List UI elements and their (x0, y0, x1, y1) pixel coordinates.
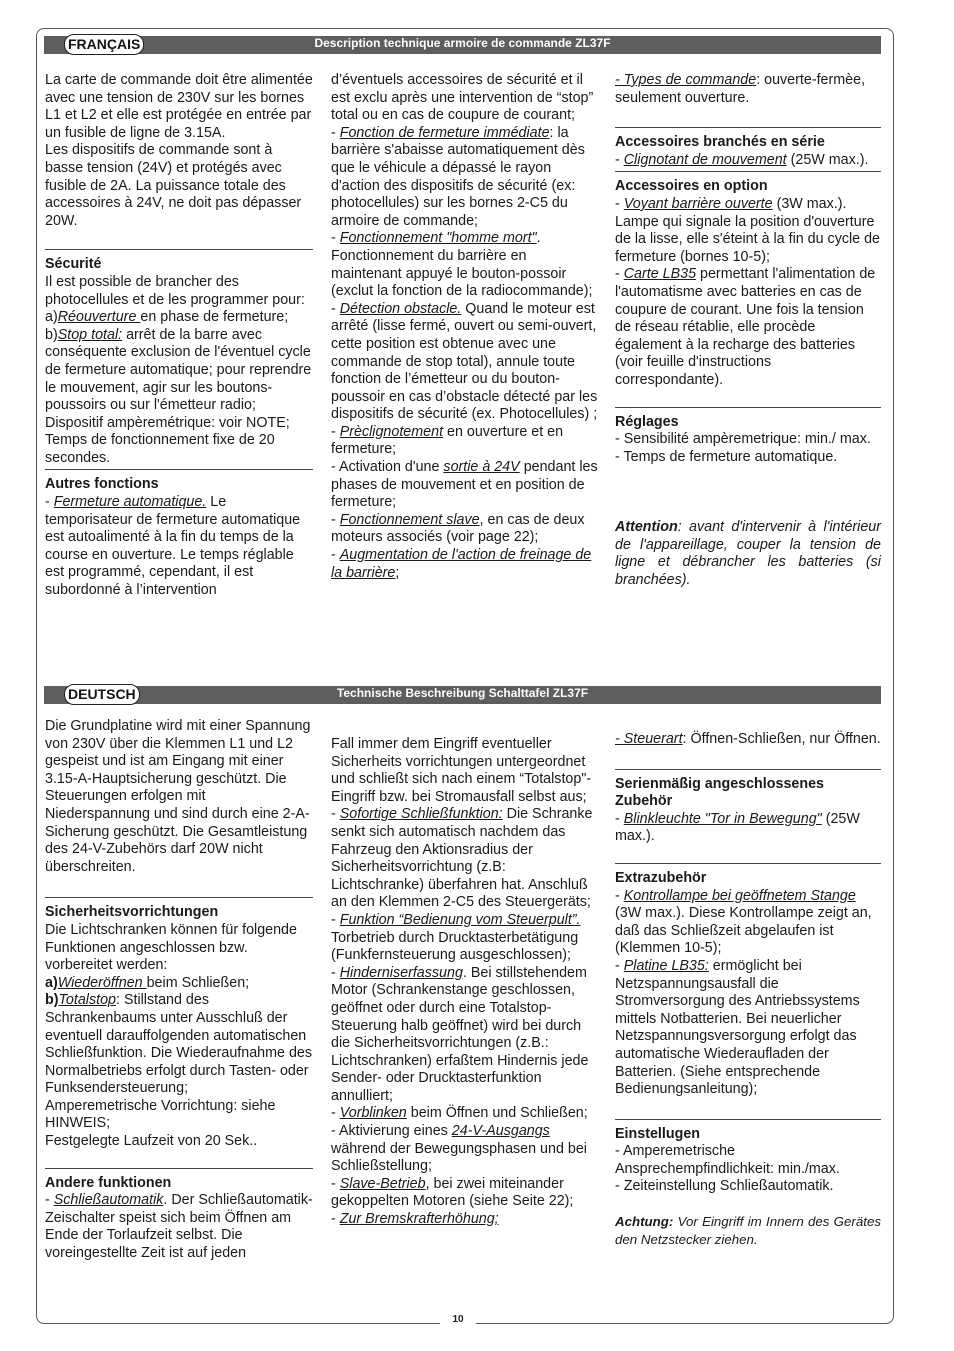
list-item: - Prèclignotement en ouverture et en fermeture; (331, 423, 564, 458)
paragraph: Dispositif ampèremétrique: voir NOTE; (45, 414, 290, 431)
term: Slave-Betrieb (339, 1175, 426, 1192)
heading-autres-fonctions: Autres fonctions (45, 476, 159, 493)
term: Clignotant de mouvement (623, 151, 787, 168)
text: Torbetrieb durch Drucktasterbetätigung (Funkfernsteuerung ausgeschlossen); (331, 929, 579, 964)
text: : Öffnen-Schließen, nur Öffnen. (682, 731, 881, 747)
list-item (45, 975, 313, 993)
term: Fonction de fermeture immédiate (339, 124, 550, 141)
paragraph: - Sensibilité ampèremetrique: min./ max. (615, 431, 871, 448)
term: Wiederöffnen (57, 974, 147, 991)
divider (45, 1168, 313, 1169)
text: (25W max.). (786, 151, 869, 168)
section-title: Description technique armoire de commande ZL37F (314, 36, 611, 50)
text: en ouverture et en fermeture; (331, 423, 564, 458)
heading-sicherheitsvorrichtungen: Sicherheitsvorrichtungen (45, 904, 219, 921)
text: (25W max.). (615, 810, 860, 845)
text: : avant d'intervenir à l'intérieur de l'appareillage, couper la tension de ligne et débrancher les batteries (si branchées). (615, 519, 881, 589)
term: Fermeture automatique. (53, 494, 207, 511)
dash: - (45, 494, 54, 511)
list-item (331, 459, 599, 512)
text: (3W max.). Lampe qui signale la position d'ouverture de la lisse, elle s'éteint à la fin du cycle de fermeture (bornes 10-5); (615, 195, 880, 265)
divider (45, 249, 313, 250)
paragraph (45, 494, 313, 600)
term: Kontrollampe bei geöffnetem Stange (623, 887, 856, 904)
achtung-label: Achtung: (615, 1214, 674, 1230)
text: arrêt de la barre avec conséquente exclusion de l'éventuel cycle de fermeture automatique; pour reprendre le mouvement, agir sur les boutons-poussoirs ou sur l'émetteur radio; (45, 326, 312, 414)
section-header-francais (44, 36, 881, 54)
paragraph: Il est possible de brancher des photocellules et de les programmer pour: (45, 273, 305, 308)
paragraph: Fall immer dem Eingriff eventueller Sicherheits vorrichtungen untergeordnet und schließt sich nach einem “Totalstop"-Eingriff bzw. bei Stromausfall selbst aus; (331, 736, 592, 805)
paragraph: Die Lichtschranken können für folgende Funktionen angeschlossen bzw. vorbereitet werden: (45, 921, 297, 974)
term: Schließautomatik (53, 1192, 164, 1209)
heading-accessoires-option: Accessoires en option (615, 178, 768, 195)
de-column-2 (331, 736, 599, 1229)
page-number: 10 (440, 1314, 476, 1325)
language-badge: DEUTSCH (64, 684, 140, 705)
text: ermöglicht bei Netzspannungsausfall die Stromversorgung des Antriebssystems mittels Notbatterien. Bei neuerlicher Netzspannungsversorgung erfolgt das automatische Wiederaufladen der Batterien. (Siehe entsprechende Bedienungsanleitung); (615, 957, 860, 1098)
term: Fonctionnement "homme mort" (339, 230, 537, 247)
attention-note (615, 519, 881, 589)
text: - Aktivierung eines (331, 1123, 452, 1140)
text: permettant l'alimentation de l'automatisme avec batteries en cas de coupure de courant. Une fois la tension de réseau rétablie, elle procède également à la recharge des batteries (voir feuille d'instructions correspondante). (615, 266, 876, 388)
term: Zur Bremskrafterhöhung; (339, 1211, 499, 1228)
list-marker: b) (45, 992, 59, 1009)
language-badge: FRANÇAIS (64, 34, 144, 55)
text: Quand le moteur est arrêté (lisse fermé, ouvert ou semi-ouvert, cette position est obtenue avec une commande de stop total), annule toute fonction de l’émetteur ou du bouton-poussoir en cas d’obstacle détecté par les dispositifs de sécurité (ex. Photocellules) ; (331, 300, 598, 423)
paragraph: d’éventuels accessoires de sécurité et il est exclu après une intervention de “stop” total ou en cas de coupure de courant; (331, 72, 594, 124)
list-item: - Slave-Betrieb, bei zwei miteinander gekoppelten Motoren (siehe Seite 22); (331, 1175, 574, 1210)
divider (45, 897, 313, 898)
paragraph: Les dispositifs de commande sont à basse tension (24V) et protégés avec fusible de 2A. La puissance totale des accessoires à 24V, ne doit pas dépasser 20W. (45, 142, 302, 229)
paragraph (615, 72, 881, 107)
term: Vorblinken (339, 1105, 407, 1122)
text: ; (395, 564, 400, 581)
term: Carte LB35 (623, 266, 697, 283)
term: Blinkleuchte "Tor in Bewegung" (623, 810, 822, 827)
term: Augmentation de l'action de freinage de la barrière (331, 547, 592, 581)
de-column-3 (615, 731, 881, 1248)
divider (615, 769, 881, 770)
section-title: Technische Beschreibung Schalttafel ZL37F (336, 686, 589, 700)
list-item: - Fonctionnement slave, en cas de deux moteurs associés (voir page 22); (331, 511, 585, 546)
heading-serienmaessig: Serienmäßig angeschlossenes Zubehör (615, 775, 824, 810)
text: beim Öffnen und Schließen; (406, 1105, 588, 1122)
text: Le temporisateur de fermeture automatique est autoalimenté à la fin du temps de la course en ouverture. Le temps réglable est programmé, cependant, il est subordonné à l’intervention (45, 494, 301, 599)
text: : la barrière s'abaisse automatiquement dès que le véhicule a dépassé le rayon d'action des dispositifs de sécurité (ex: photocellules) sur les bornes 2-C5 du armoire de commande; (331, 124, 585, 229)
paragraph: - Amperemetrische Ansprechempfindlichkeit: min./max. (615, 1143, 840, 1177)
list-item: - Hinderniserfassung. Bei stillstehendem Motor (Schrankenstange geschlossen, geöffnet oder durch eine Totalstop-Steuerung halb geöffnet) wird bei durch die Sicherheitsvorrichtungen (z.B.: Lichtschranken) erfaßtem Hindernis jede Sender- oder Drucktasterfunktion annulliert; (331, 964, 589, 1104)
text: : ouverte-fermèe, seulement ouverture. (615, 72, 866, 106)
paragraph (615, 731, 881, 749)
text: , en cas de deux moteurs associés (voir page 22); (331, 511, 585, 546)
term: Prèclignotement (339, 423, 444, 440)
paragraph: Amperemetrische Vorrichtung: siehe HINWEIS; (45, 1097, 276, 1132)
fr-column-1 (45, 72, 313, 600)
list-item: - Sofortige Schließfunktion: Die Schranke senkt sich automatisch nachdem das Fahrzeug den Aktionsradius der Sicherheitsvorrichtung (z.B: Lichtschranke) überfahren hat. Anschluß an den Klemmen 2-C5 des Steuergeräts; (331, 806, 593, 911)
list-item (331, 1123, 599, 1176)
text: - Activation d'une (331, 459, 444, 476)
text: pendant les phases de mouvement et en position de fermeture; (331, 459, 598, 511)
term: Platine LB35: (623, 957, 709, 974)
divider (615, 171, 881, 172)
heading-accessoires-serie: Accessoires branchés en série (615, 134, 825, 151)
list-item: - Détection obstacle. Quand le moteur est arrêté (lisse fermé, ouvert ou semi-ouvert, cette position est obtenue avec une commande de stop total), annule toute fonction de l’émetteur ou du bouton-poussoir en cas d’obstacle détecté par les dispositifs de sécurité (ex. Photocellules) ; (331, 300, 598, 423)
text: . Bei stillstehendem Motor (Schrankenstange geschlossen, geöffnet oder durch eine Totalstop-Steuerung halb geöffnet) wird bei durch die Sicherheitsvorrichtungen (z.B.: Lichtschranken) erfaßtem Hindernis jede Sender- oder Drucktasterfunktion annulliert; (331, 964, 589, 1104)
fr-column-3 (615, 72, 881, 590)
text: (3W max.). Diese Kontrollampe zeigt an, daß das Schließzeit abgelaufen ist (Klemmen 10-5); (615, 905, 872, 957)
text: . Der Schließautomatik-Zeischalter speist sich beim Öffnen am Ende der Torlaufzeit selbst. Die voreingestellte Zeit ist auf jeden (45, 1192, 313, 1262)
term: Totalstop (58, 992, 116, 1009)
term: - Steuerart (615, 731, 683, 747)
text: en phase de fermeture; (140, 309, 289, 326)
term: Réouverture (57, 309, 141, 326)
term: Sofortige Schließfunktion: (339, 806, 503, 823)
list-marker: b) (45, 326, 58, 343)
heading-einstellugen: Einstellugen (615, 1125, 700, 1142)
paragraph: - Carte LB35 permettant l'alimentation de l'automatisme avec batteries en cas de coupure de courant. Une fois la tension de réseau rétablie, elle procède également à la recharge des batteries (voir feuille d'instructions correspondante). (615, 266, 876, 388)
paragraph: Temps de fonctionnement fixe de 20 secondes. (45, 432, 275, 466)
divider (615, 127, 881, 128)
paragraph: - Clignotant de mouvement (25W max.). (615, 151, 869, 168)
list-item: - Funktion “Bedienung vom Steuerpult”. Torbetrieb durch Drucktasterbetätigung (Funkfernsteuerung ausgeschlossen); (331, 911, 581, 964)
paragraph: - Platine LB35: ermöglicht bei Netzspannungsausfall die Stromversorgung des Antriebssystems mittels Notbatterien. Bei neuerlicher Netzspannungsversorgung erfolgt das automatische Wiederaufladen der Batterien. (Siehe entsprechende Bedienungsanleitung); (615, 957, 860, 1098)
list-item: - Fonctionnement "homme mort". Fonctionnement du barrière en maintenant appuyé le bouton-possoir (exclut la fonction de la radiocommande); (331, 230, 593, 300)
term: Funktion “Bedienung vom Steuerpult”. (339, 911, 581, 928)
divider (615, 863, 881, 864)
term: Hinderniserfassung (339, 964, 463, 981)
list-item (45, 992, 313, 1098)
achtung-note (615, 1213, 881, 1248)
paragraph: Festgelegte Laufzeit von 20 Sek.. (45, 1133, 258, 1150)
divider (615, 1119, 881, 1120)
list-marker: a) (45, 974, 58, 991)
list-item (45, 327, 313, 415)
text: beim Schließen; (146, 974, 250, 991)
term: sortie à 24V (443, 459, 520, 476)
term: Détection obstacle. (339, 300, 462, 317)
list-marker: a) (45, 309, 58, 326)
term: Voyant barrière ouverte (623, 195, 773, 212)
term: Stop total: (57, 326, 123, 343)
heading-extrazubehoer: Extrazubehör (615, 869, 707, 886)
text: , bei zwei miteinander gekoppelten Motoren (siehe Seite 22); (331, 1175, 574, 1210)
text: während der Bewegungsphasen und bei Schließstellung; (331, 1140, 587, 1175)
paragraph: - Kontrollampe bei geöffnetem Stange (3W max.). Diese Kontrollampe zeigt an, daß das Schließzeit abgelaufen ist (Klemmen 10-5); (615, 887, 872, 957)
divider (45, 469, 313, 470)
text: Die Schranke senkt sich automatisch nachdem das Fahrzeug den Aktionsradius der Sicherheitsvorrichtung (z.B: Lichtschranke) überfahren hat. Anschluß an den Klemmen 2-C5 des Steuergeräts; (331, 806, 593, 911)
text: : Stillstand des Schrankenbaums unter Ausschluß der eventuell darauffolgenden automatischen Schließfunktion. Die Wiederaufnahme des Normalbetriebs erfolgt durch Tasten- oder Funksendersteuerung; (45, 992, 313, 1097)
text: . Fonctionnement du barrière en maintenant appuyé le bouton-possoir (exclut la fonction de la radiocommande); (331, 230, 593, 300)
attention-label: Attention (615, 519, 678, 536)
text: Vor Eingriff im Innern des Gerätes den Netzstecker ziehen. (615, 1214, 881, 1247)
list-item: - Augmentation de l'action de freinage de la barrière; (331, 547, 592, 581)
paragraph: Die Grundplatine wird mit einer Spannung von 230V über die Klemmen L1 und L2 gespeist und ist am Eingang mit einer 3.15-A-Hauptsicherung geschützt. Die Steuerungen erfolgen mit Niederspannung und sind durch eine 2-A-Sicherung geschützt. Die Gesamtleistung des 24-V-Zubehörs darf 20W nicht überschreiten. (45, 718, 311, 875)
list-item (45, 309, 313, 327)
paragraph: - Zeiteinstellung Schließautomatik. (615, 1178, 834, 1195)
list-item: - Fonction de fermeture immédiate: la barrière s'abaisse automatiquement dès que le véhicule a dépassé le rayon d'action des dispositifs de sécurité (ex: photocellules) sur les bornes 2-C5 du armoire de commande; (331, 124, 585, 229)
paragraph: La carte de commande doit être alimentée avec une tension de 230V sur les bornes L1 et L2 et elle est protégée en entrée par un fusible de ligne de 3.15A. (45, 72, 313, 141)
de-column-1 (45, 718, 313, 1263)
list-item: - Vorblinken beim Öffnen und Schließen; (331, 1105, 588, 1122)
list-item: - Zur Bremskrafterhöhung; (331, 1211, 499, 1228)
paragraph: - Blinkleuchte "Tor in Bewegung" (25W max.). (615, 810, 860, 845)
paragraph: - Temps de fermeture automatique. (615, 448, 838, 465)
paragraph: - Voyant barrière ouverte (3W max.). Lampe qui signale la position d'ouverture de la lisse, elle s'éteint à la fin du cycle de fermeture (bornes 10-5); (615, 195, 880, 265)
fr-column-2 (331, 72, 599, 582)
term: - Types de commande (615, 72, 757, 88)
paragraph: - Schließautomatik. Der Schließautomatik-Zeischalter speist sich beim Öffnen am Ende der Torlaufzeit selbst. Die voreingestellte Zeit ist auf jeden (45, 1192, 313, 1262)
divider (615, 407, 881, 408)
heading-reglages: Réglages (615, 413, 679, 430)
heading-securite: Sécurité (45, 256, 102, 273)
heading-andere-funktionen: Andere funktionen (45, 1174, 172, 1191)
term: 24-V-Ausgangs (451, 1123, 550, 1140)
term: Fonctionnement slave (339, 511, 480, 528)
section-header-deutsch (44, 686, 881, 704)
